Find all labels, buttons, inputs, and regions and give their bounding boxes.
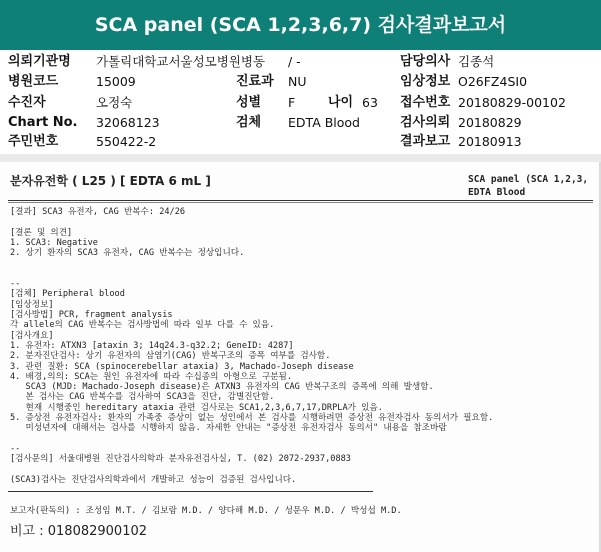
- sex-value: F: [288, 95, 296, 110]
- section-separator: [0, 154, 601, 162]
- dept-label: 진료과: [236, 74, 274, 89]
- report-line: [결론 및 의견]: [10, 227, 73, 238]
- chart-value: 32068123: [96, 115, 160, 130]
- report-line: 2. 분자진단검사: 상기 유전자의 삼염기(CAG) 반복구조의 증폭 여부를 검사함.: [10, 351, 331, 362]
- report-line: 각 allele의 CAG 반복수는 검사방법에 따라 일부 다를 수 있음.: [10, 320, 275, 331]
- report-header-rule: [8, 200, 593, 201]
- report-line: --: [10, 279, 21, 290]
- report-line: 현재 시행중인 hereditary ataxia 관련 검사로는 SCA1,2,3,6,7,17,DRPLA가 있음.: [10, 402, 383, 413]
- test-label: 검체: [236, 115, 262, 130]
- report-line: 1. SCA3: Negative: [10, 237, 98, 248]
- inst-label: 의뢰기관명: [8, 54, 71, 69]
- report-line: [검사개요]: [10, 330, 54, 341]
- sex-label: 성별: [236, 95, 262, 110]
- report-line: 2. 상기 환자의 SCA3 유전자, CAG 반복수는 정상입니다.: [10, 248, 245, 259]
- report-value: 20180913: [458, 134, 522, 149]
- hospcode-label: 병원코드: [8, 74, 59, 89]
- clinical-label: 임상정보: [400, 74, 451, 89]
- chart-label: Chart No.: [8, 115, 78, 130]
- report-line: 1. 유전자: ATXN3 [ataxin 3; 14q24.3-q32.2; GeneID: 4287]: [10, 340, 294, 351]
- patient-info-block: [0, 50, 601, 154]
- doctor-value: 김종석: [458, 54, 495, 69]
- doctor-label: 담당의사: [400, 54, 451, 69]
- report-header-rule-2: [8, 202, 593, 203]
- scanned-report-page: [0, 162, 601, 552]
- report-line: SCA3 (MJD: Machado-Joseph disease)은 ATXN3 유전자의 CAG 반복구조의 증폭에 의해 발생함.: [10, 382, 434, 393]
- report-line: 3. 관련 질환: SCA (spinocerebellar ataxia) 3, Machado-Joseph disease: [10, 361, 354, 372]
- report-line: [검사방법] PCR, fragment analysis: [10, 310, 173, 320]
- age-value: 63: [362, 95, 378, 110]
- patient-value: 오정숙: [96, 95, 133, 110]
- receipt-label: 접수번호: [400, 95, 451, 110]
- report-section-title: 분자유전학 ( L25 ) [ EDTA 6 mL ]: [10, 174, 211, 188]
- clinical-value: O26FZ4SI0: [458, 74, 528, 89]
- report-right-title: SCA panel (SCA 1,2,3,: [468, 174, 589, 185]
- report-label: 결과보고: [400, 134, 451, 149]
- report-line: 보고자(판독의) : 조성임 M.T. / 김보람 M.D. / 양다해 M.D. / 성문우 M.D. / 박성섭 M.D.: [10, 505, 402, 516]
- inst-slash: / -: [288, 54, 301, 69]
- report-line: (SCA3)검사는 진단검사의학과에서 개발하고 성능이 검증된 검사입니다.: [10, 474, 297, 485]
- patient-label: 수진자: [8, 95, 46, 110]
- hospcode-value: 15009: [96, 74, 136, 89]
- test-value: EDTA Blood: [288, 115, 360, 130]
- req-value: 20180829: [458, 115, 522, 130]
- receipt-value: 20180829-00102: [458, 95, 566, 110]
- rrn-value: 550422-2: [96, 134, 157, 149]
- rrn-label: 주민번호: [8, 134, 59, 149]
- remark-text: 비고 : 018082900102: [10, 524, 148, 539]
- report-line: [검사문의] 서울대병원 진단검사의학과 분자유전검사실, T. (02) 2072-2937,0883: [10, 454, 351, 465]
- signature-rule: [8, 491, 373, 492]
- report-right-specimen: EDTA Blood: [468, 187, 526, 198]
- report-line: [임상정보]: [10, 299, 54, 310]
- req-label: 검사의뢰: [400, 115, 451, 130]
- report-line: [검체] Peripheral blood: [10, 289, 125, 300]
- report-line: 미성년자에 대해서는 검사를 시행하지 않음. 자세한 안내는 "증상전 유전자검사 동의서" 내용을 참조바람: [10, 423, 447, 434]
- dept-value: NU: [288, 74, 307, 89]
- report-line: 본 검사는 CAG 반복수를 검사하여 SCA3을 진단, 감별진단함.: [10, 392, 275, 403]
- age-label: 나이: [328, 95, 354, 110]
- inst-value: 가톨릭대학교서울성모병원병동: [96, 54, 266, 69]
- report-line: 5. 증상전 유전자검사: 환자의 가족중 증상이 없는 성인에서 본 검사를 시행하려면 증상전 유전자검사 동의서가 필요함.: [10, 413, 494, 423]
- report-line: [결과] SCA3 유전자, CAG 반복수: 24/26: [10, 207, 186, 217]
- report-line: 4. 배경,의의: SCA는 원인 유전자에 따라 수십종의 아형으로 구분됨.: [10, 371, 293, 382]
- report-title: SCA panel (SCA 1,2,3,6,7) 검사결과보고서: [94, 13, 507, 36]
- report-title-bar: [0, 0, 601, 46]
- report-line: --: [10, 443, 21, 454]
